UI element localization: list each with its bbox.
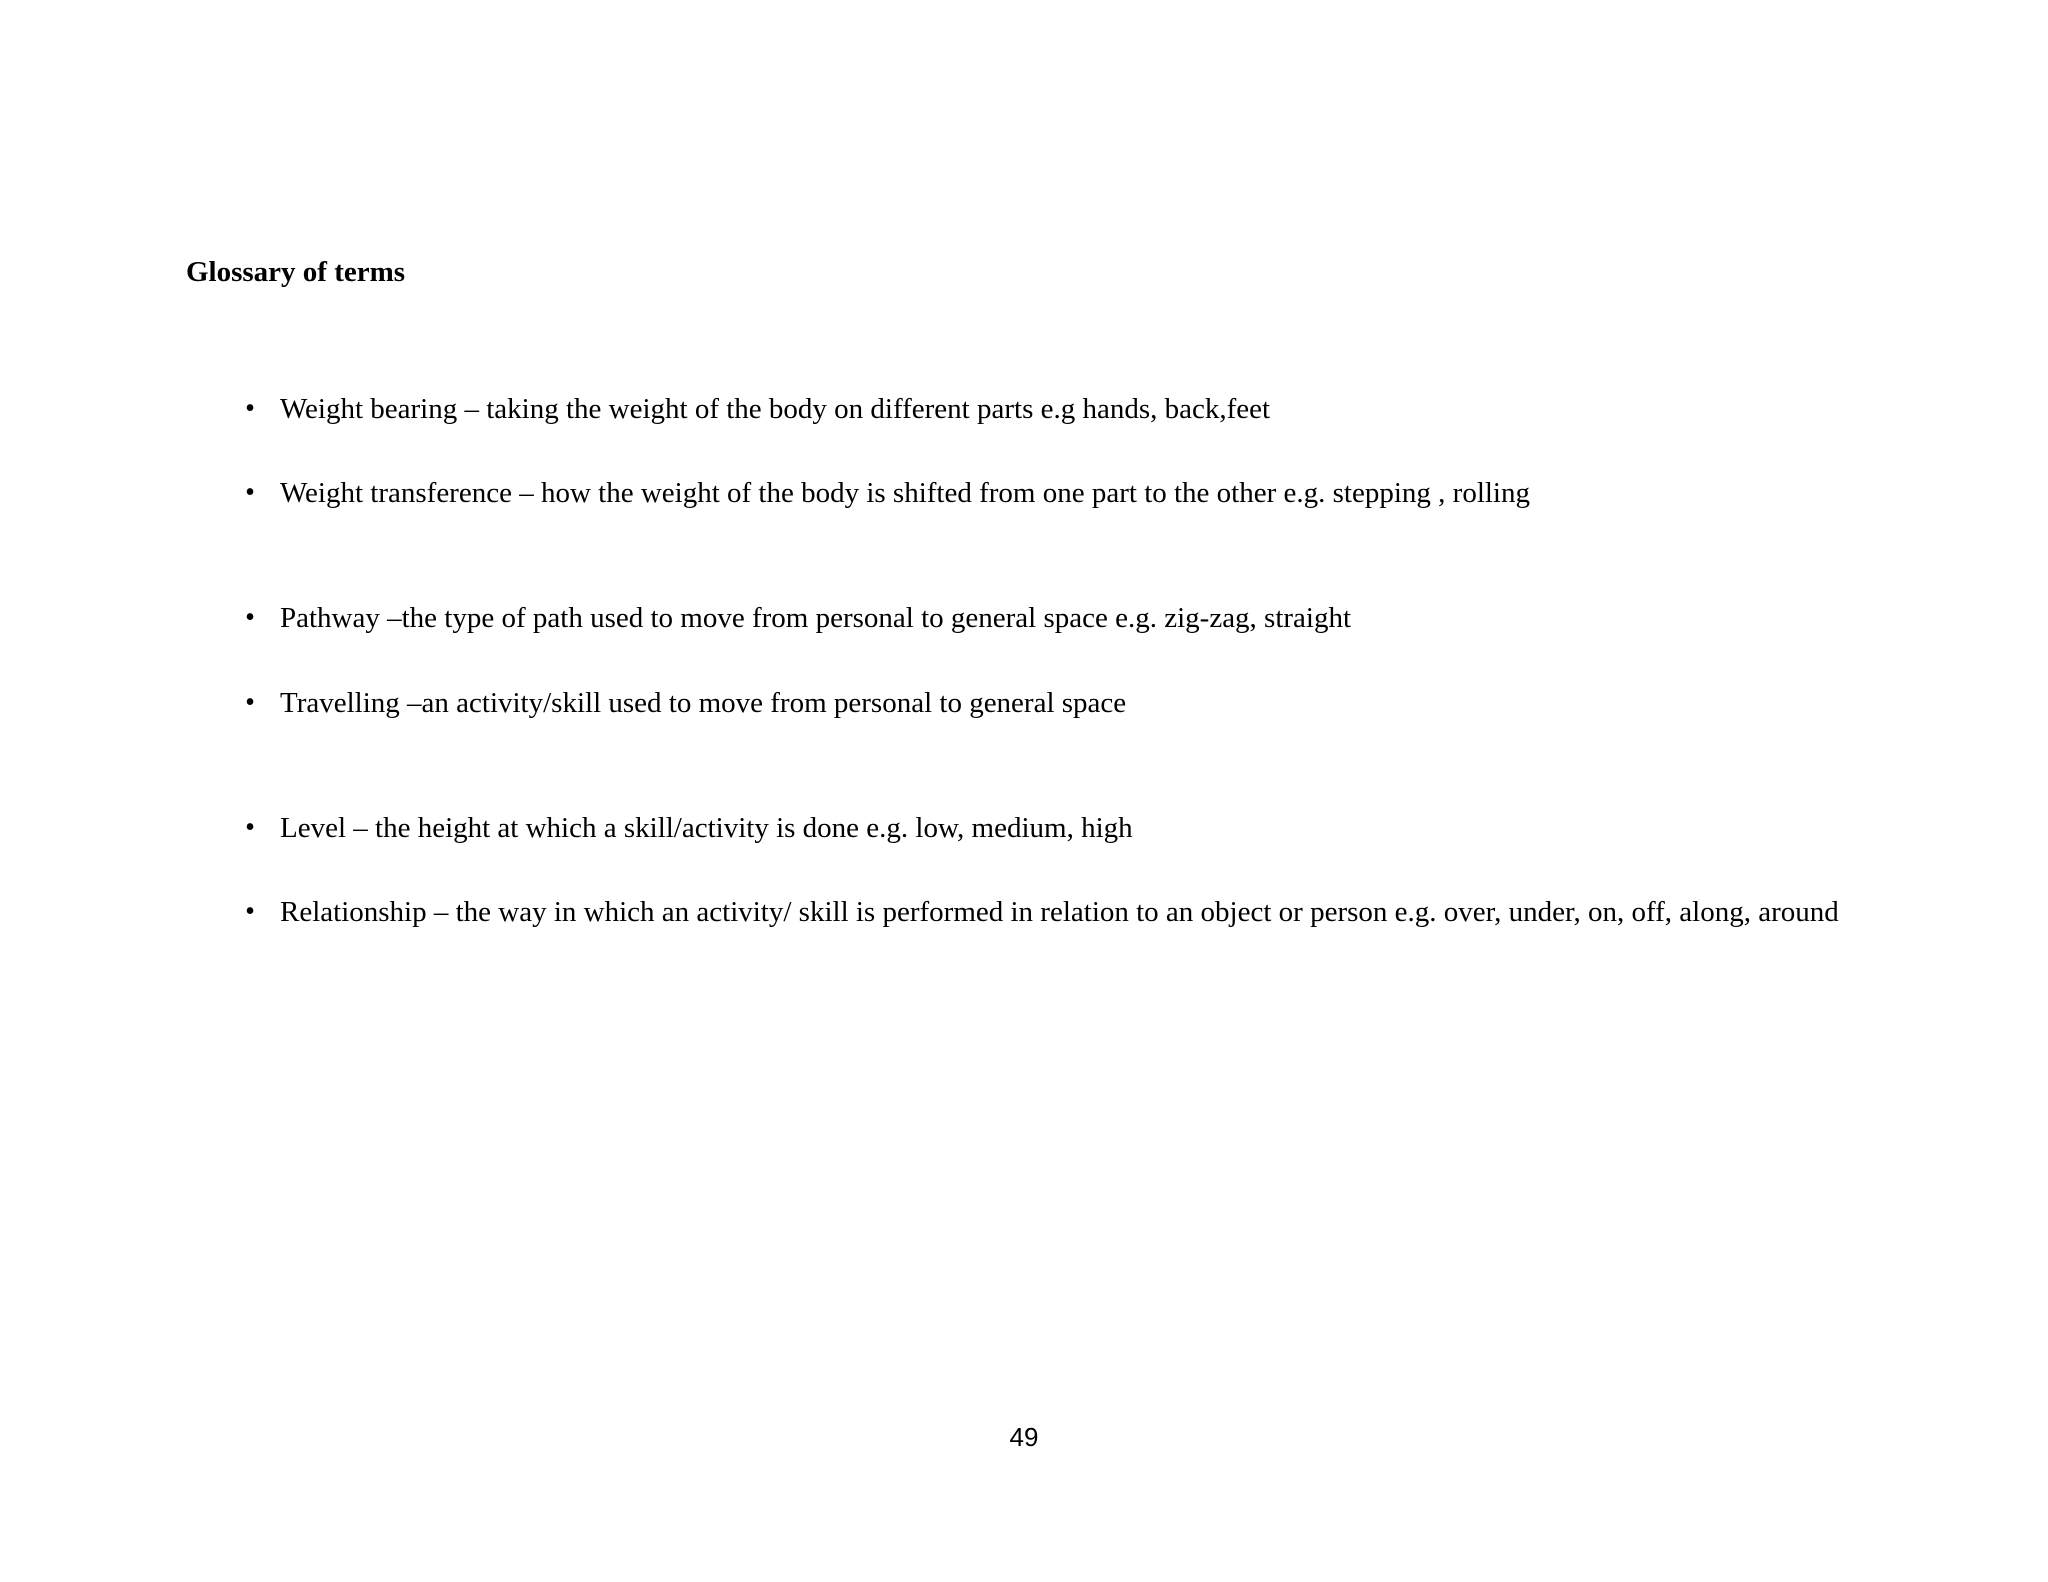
bullet-icon: • bbox=[245, 602, 255, 633]
glossary-item-text: Travelling –an activity/skill used to move from personal to general space bbox=[280, 687, 1127, 719]
glossary-item-text: Level – the height at which a skill/activity is done e.g. low, medium, high bbox=[280, 812, 1133, 844]
glossary-item-text: Relationship – the way in which an activity/ skill is performed in relation to an object or person e.g. over, under, on, off, along, around bbox=[280, 896, 1839, 928]
page-number: 49 bbox=[1009, 1422, 1039, 1452]
glossary-item-text: Weight bearing – taking the weight of the body on different parts e.g hands, back,feet bbox=[280, 393, 1271, 425]
page-title: Glossary of terms bbox=[186, 256, 406, 288]
glossary-item-text: Weight transference – how the weight of the body is shifted from one part to the other e.g. stepping , rolling bbox=[280, 477, 1530, 509]
bullet-icon: • bbox=[245, 812, 255, 843]
bullet-icon: • bbox=[245, 896, 255, 927]
bullet-icon: • bbox=[245, 687, 255, 718]
bullet-icon: • bbox=[245, 393, 255, 424]
glossary-item-text: Pathway –the type of path used to move from personal to general space e.g. zig-zag, straight bbox=[280, 602, 1352, 634]
bullet-icon: • bbox=[245, 477, 255, 508]
